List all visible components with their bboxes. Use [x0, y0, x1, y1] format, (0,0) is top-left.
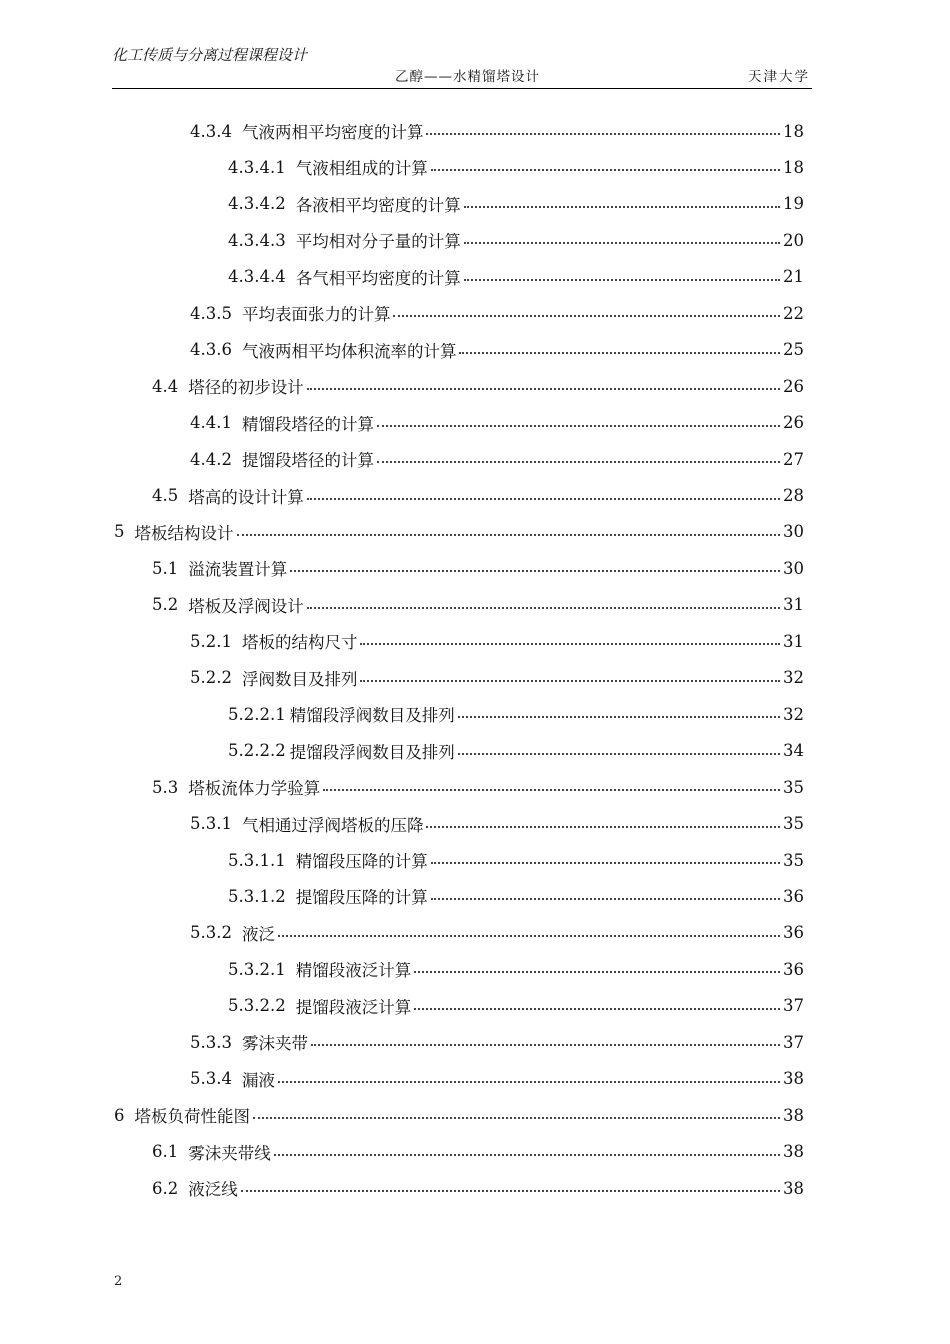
toc-section-title: 塔板的结构尺寸 — [241, 633, 358, 653]
toc-dot-leader — [307, 607, 780, 609]
toc-page-number: 37 — [783, 1032, 804, 1052]
toc-dot-leader — [278, 1081, 780, 1083]
toc-dot-leader — [393, 315, 780, 317]
toc-entry[interactable] — [0, 295, 950, 331]
toc-dot-leader — [377, 425, 780, 427]
toc-page-number: 30 — [783, 558, 804, 578]
toc-entry[interactable] — [0, 259, 950, 295]
toc-dot-leader — [459, 352, 780, 354]
toc-entry[interactable] — [0, 186, 950, 222]
toc-page-number: 32 — [783, 668, 804, 688]
toc-section-number: 5.3 — [152, 777, 179, 797]
toc-section-number: 4.4 — [152, 376, 179, 396]
toc-section-title: 提馏段液泛计算 — [295, 997, 412, 1017]
toc-dot-leader — [360, 680, 780, 682]
toc-dot-leader — [290, 570, 780, 572]
toc-dot-leader — [323, 789, 780, 791]
toc-dot-leader — [458, 716, 780, 718]
toc-entry[interactable] — [0, 587, 950, 623]
toc-page-number: 26 — [783, 376, 804, 396]
toc-dot-leader — [253, 1117, 780, 1119]
toc-dot-leader — [360, 643, 780, 645]
toc-page-number: 30 — [783, 522, 804, 542]
toc-entry[interactable] — [0, 951, 950, 987]
toc-page-number: 22 — [783, 303, 804, 323]
toc-section-number: 5.3.3 — [190, 1032, 232, 1052]
toc-section-number: 5.2.1 — [190, 631, 232, 651]
toc-section-title: 精馏段浮阀数目及排列 — [289, 706, 455, 726]
toc-section-number: 4.3.4.1 — [228, 157, 286, 177]
toc-section-number: 4.3.4.4 — [228, 267, 286, 287]
toc-section-title: 塔板流体力学验算 — [188, 779, 321, 799]
toc-section-title: 各液相平均密度的计算 — [295, 195, 461, 215]
toc-section-number: 4.3.4.3 — [228, 230, 286, 250]
toc-dot-leader — [426, 133, 780, 135]
toc-section-number: 5.3.1.2 — [228, 886, 286, 906]
toc-section-number: 4.3.6 — [190, 340, 232, 360]
header-rule — [112, 88, 812, 89]
toc-entry[interactable] — [0, 1024, 950, 1060]
toc-section-number: 4.4.1 — [190, 413, 232, 433]
toc-section-number: 4.4.2 — [190, 449, 232, 469]
toc-entry[interactable] — [0, 842, 950, 878]
toc-entry[interactable] — [0, 1170, 950, 1206]
toc-section-number: 6.1 — [152, 1142, 179, 1162]
toc-page-number: 37 — [783, 996, 804, 1016]
toc-section-number: 5.3.1 — [190, 814, 232, 834]
toc-entry[interactable] — [0, 222, 950, 258]
toc-page-number: 36 — [783, 923, 804, 943]
toc-section-number: 5.3.4 — [190, 1069, 232, 1089]
toc-entry[interactable] — [0, 149, 950, 185]
toc-dot-leader — [431, 169, 780, 171]
toc-entry[interactable] — [0, 113, 950, 149]
toc-page-number: 20 — [783, 230, 804, 250]
toc-entry[interactable] — [0, 368, 950, 404]
toc-section-title: 气相通过浮阀塔板的压降 — [241, 815, 424, 835]
toc-entry[interactable] — [0, 550, 950, 586]
toc-section-title: 液泛线 — [188, 1180, 238, 1200]
toc-dot-leader — [278, 935, 780, 937]
toc-page-number: 38 — [783, 1105, 804, 1125]
toc-entry[interactable] — [0, 405, 950, 441]
toc-section-title: 提馏段浮阀数目及排列 — [289, 742, 455, 762]
toc-section-title: 塔高的设计计算 — [188, 487, 304, 507]
toc-section-number: 5.2.2.1 — [228, 704, 286, 724]
toc-section-number: 5.3.2.1 — [228, 959, 286, 979]
toc-dot-leader — [464, 242, 780, 244]
toc-section-title: 塔板及浮阀设计 — [188, 596, 304, 616]
toc-section-title: 塔板结构设计 — [134, 523, 234, 543]
toc-section-number: 4.3.4 — [190, 121, 232, 141]
toc-section-title: 溢流装置计算 — [188, 560, 288, 580]
toc-dot-leader — [311, 1044, 780, 1046]
toc-entry[interactable] — [0, 806, 950, 842]
toc-dot-leader — [458, 753, 780, 755]
toc-page-number: 35 — [783, 850, 804, 870]
toc-section-title: 提馏段塔径的计算 — [241, 451, 374, 471]
toc-page-number: 36 — [783, 959, 804, 979]
page-number: 2 — [114, 1274, 123, 1289]
toc-section-title: 平均表面张力的计算 — [241, 305, 391, 325]
toc-dot-leader — [307, 498, 780, 500]
toc-entry[interactable] — [0, 696, 950, 732]
toc-page-number: 27 — [783, 449, 804, 469]
toc-section-number: 6 — [114, 1105, 125, 1125]
toc-page-number: 35 — [783, 777, 804, 797]
toc-entry[interactable] — [0, 478, 950, 514]
toc-dot-leader — [431, 898, 780, 900]
toc-section-title: 液泛 — [241, 924, 275, 944]
toc-section-number: 5.2 — [152, 595, 179, 615]
toc-section-title: 塔板负荷性能图 — [134, 1107, 250, 1127]
toc-entry[interactable] — [0, 915, 950, 951]
toc-entry[interactable] — [0, 1097, 950, 1133]
toc-section-number: 5.2.2 — [190, 668, 232, 688]
toc-dot-leader — [464, 279, 780, 281]
toc-page-number: 26 — [783, 413, 804, 433]
toc-page-number: 28 — [783, 486, 804, 505]
toc-page-number: 32 — [783, 704, 804, 724]
toc-page-number: 31 — [783, 595, 804, 615]
toc-section-title: 气液相组成的计算 — [295, 159, 428, 179]
toc-entry[interactable] — [0, 769, 950, 805]
toc-dot-leader — [377, 461, 780, 463]
toc-dot-leader — [274, 1154, 780, 1156]
toc-page-number: 35 — [783, 814, 804, 834]
toc-section-number: 4.5 — [152, 486, 179, 505]
toc-page-number: 18 — [783, 121, 804, 141]
toc-section-number: 5.2.2.2 — [228, 741, 286, 761]
document-title: 乙醇——水精馏塔设计 — [395, 69, 540, 85]
toc-section-title: 雾沫夹带 — [241, 1034, 308, 1054]
toc-section-title: 提馏段压降的计算 — [295, 888, 428, 908]
toc-page-number: 36 — [783, 886, 804, 906]
toc-page-number: 21 — [783, 267, 804, 287]
toc-page-number: 38 — [783, 1142, 804, 1162]
toc-section-title: 浮阀数目及排列 — [241, 669, 358, 689]
toc-entry[interactable] — [0, 514, 950, 550]
toc-section-title: 雾沫夹带线 — [188, 1143, 271, 1163]
toc-section-title: 精馏段液泛计算 — [295, 961, 412, 981]
toc-entry[interactable] — [0, 441, 950, 477]
toc-page-number: 25 — [783, 340, 804, 360]
toc-dot-leader — [464, 206, 780, 208]
toc-section-number: 4.3.4.2 — [228, 194, 286, 214]
toc-dot-leader — [241, 1190, 780, 1192]
toc-section-title: 精馏段压降的计算 — [295, 852, 428, 871]
toc-dot-leader — [414, 971, 780, 973]
toc-entry[interactable] — [0, 1134, 950, 1170]
toc-page-number: 19 — [783, 194, 804, 214]
toc-section-title: 塔径的初步设计 — [188, 378, 304, 398]
toc-entry[interactable] — [0, 1061, 950, 1097]
toc-section-number: 4.3.5 — [190, 303, 232, 323]
toc-dot-leader — [414, 1008, 780, 1010]
toc-entry[interactable] — [0, 623, 950, 659]
toc-dot-leader — [426, 826, 780, 828]
toc-section-number: 5.3.2 — [190, 923, 232, 943]
toc-section-title: 气液两相平均体积流率的计算 — [241, 341, 457, 361]
toc-entry[interactable] — [0, 733, 950, 769]
toc-dot-leader — [237, 534, 781, 536]
toc-section-number: 5 — [114, 522, 125, 542]
toc-section-title: 平均相对分子量的计算 — [295, 232, 461, 252]
toc-page-number: 38 — [783, 1178, 804, 1198]
toc-section-number: 5.3.1.1 — [228, 850, 286, 870]
toc-page-number: 38 — [783, 1069, 804, 1089]
toc-section-number: 6.2 — [152, 1178, 179, 1198]
toc-page-number: 31 — [783, 631, 804, 651]
toc-entry[interactable] — [0, 988, 950, 1024]
toc-section-title: 漏液 — [241, 1070, 275, 1090]
toc-page-number: 34 — [783, 741, 804, 761]
course-title: 化工传质与分离过程课程设计 — [112, 46, 308, 64]
toc-section-title: 精馏段塔径的计算 — [241, 414, 374, 434]
toc-section-number: 5.3.2.2 — [228, 996, 286, 1016]
toc-dot-leader — [431, 862, 780, 864]
toc-entry[interactable] — [0, 878, 950, 914]
toc-section-title: 气液两相平均密度的计算 — [241, 123, 424, 142]
toc-section-number: 5.1 — [152, 558, 179, 578]
toc-dot-leader — [307, 388, 780, 390]
toc-section-title: 各气相平均密度的计算 — [295, 268, 461, 288]
university-name: 天津大学 — [748, 69, 810, 85]
toc-entry[interactable] — [0, 660, 950, 696]
toc-entry[interactable] — [0, 332, 950, 368]
toc-page-number: 18 — [783, 157, 804, 177]
